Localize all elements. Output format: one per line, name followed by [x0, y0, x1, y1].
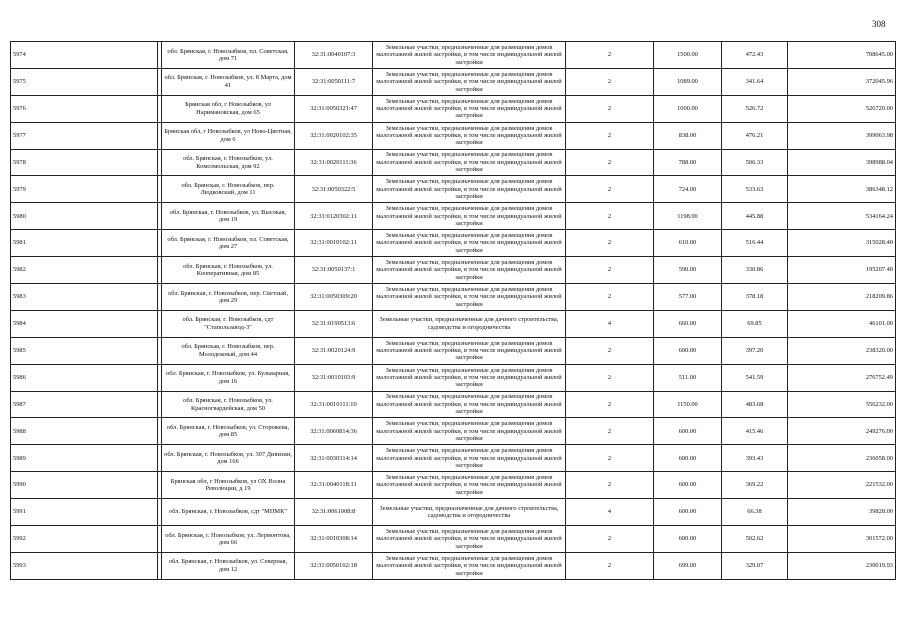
cadastral-value-cell: 556232.00 [788, 391, 896, 418]
category-cell: 2 [566, 284, 654, 311]
cadastral-value-cell: 218209.86 [788, 284, 896, 311]
category-cell: 2 [566, 95, 654, 122]
cadastral-value-cell: 39828.00 [788, 499, 896, 526]
category-cell: 2 [566, 230, 654, 257]
area-cell: 590.00 [654, 257, 722, 284]
table-row [11, 391, 896, 418]
address-cell: обл. Брянская, г. Новозыбков, ул. Красногвардейская, дом 50 [162, 391, 295, 418]
cadastral-number-cell: 32:31:0010308:14 [295, 526, 373, 553]
cadastral-number-cell: 32:31:0010111:10 [295, 391, 373, 418]
page-number: 308 [872, 19, 886, 29]
cadastral-number-cell: 32:31:0020124:9 [295, 337, 373, 364]
cadastral-value-cell: 230019.93 [788, 552, 896, 579]
land-use-cell: Земельные участки, предназначенные для размещения домов малоэтажной жилой застройки, в том числе индивидуальной жилой застройки [373, 526, 566, 553]
cadastral-number-cell: 32:31:0050322:5 [295, 176, 373, 203]
specific-value-cell: 69.85 [722, 310, 788, 337]
specific-value-cell: 369.22 [722, 472, 788, 499]
specific-value-cell: 415.46 [722, 418, 788, 445]
land-use-cell: Земельные участки, предназначенные для размещения домов малоэтажной жилой застройки, в том числе индивидуальной жилой застройки [373, 552, 566, 579]
row-number: 5974 [11, 42, 158, 69]
specific-value-cell: 378.18 [722, 284, 788, 311]
address-cell: обл. Брянская, г. Новозыбков, пер. Людковский, дом 11 [162, 176, 295, 203]
cadastral-value-cell: 372045.96 [788, 68, 896, 95]
land-use-cell: Земельные участки, предназначенные для размещения домов малоэтажной жилой застройки, в том числе индивидуальной жилой застройки [373, 176, 566, 203]
row-number: 5981 [11, 230, 158, 257]
row-number: 5986 [11, 364, 158, 391]
row-number: 5992 [11, 526, 158, 553]
area-cell: 600.00 [654, 337, 722, 364]
address-cell: обл. Брянская, г. Новозыбков, пер. Светлый, дом 29 [162, 284, 295, 311]
category-cell: 2 [566, 122, 654, 149]
area-cell: 1150.00 [654, 391, 722, 418]
area-cell: 1000.00 [654, 95, 722, 122]
cadastral-number-cell: 32:31:0010102:11 [295, 230, 373, 257]
table-row [11, 149, 896, 176]
specific-value-cell: 541.59 [722, 364, 788, 391]
category-cell: 2 [566, 445, 654, 472]
address-cell: обл. Брянская, г. Новозыбков, сдт "Стапользавод-3" [162, 310, 295, 337]
category-cell: 2 [566, 526, 654, 553]
specific-value-cell: 502.62 [722, 526, 788, 553]
area-cell: 1500.00 [654, 42, 722, 69]
cadastral-value-cell: 534164.24 [788, 203, 896, 230]
address-cell: обл. Брянская, г. Новозыбков, ул. Кооперативная, дом 85 [162, 257, 295, 284]
area-cell: 600.00 [654, 526, 722, 553]
specific-value-cell: 397.20 [722, 337, 788, 364]
cadastral-number-cell: 32:31:0050102:18 [295, 552, 373, 579]
land-use-cell: Земельные участки, предназначенные для размещения домов малоэтажной жилой застройки, в том числе индивидуальной жилой застройки [373, 445, 566, 472]
row-number: 5982 [11, 257, 158, 284]
cadastral-number-cell: 32:31:0190513:6 [295, 310, 373, 337]
category-cell: 2 [566, 176, 654, 203]
category-cell: 2 [566, 257, 654, 284]
specific-value-cell: 506.33 [722, 149, 788, 176]
table-row [11, 552, 896, 579]
cadastral-number-cell: 32:31:0020111:36 [295, 149, 373, 176]
land-use-cell: Земельные участки, предназначенные для размещения домов малоэтажной жилой застройки, в том числе индивидуальной жилой застройки [373, 391, 566, 418]
specific-value-cell: 393.43 [722, 445, 788, 472]
row-number: 5976 [11, 95, 158, 122]
category-cell: 2 [566, 42, 654, 69]
specific-value-cell: 516.44 [722, 230, 788, 257]
address-cell: обл. Брянская, г. Новозыбков, ул. 307 Дивизии, дом 166 [162, 445, 295, 472]
area-cell: 724.00 [654, 176, 722, 203]
specific-value-cell: 526.72 [722, 95, 788, 122]
specific-value-cell: 445.88 [722, 203, 788, 230]
specific-value-cell: 472.43 [722, 42, 788, 69]
land-use-cell: Земельные участки, предназначенные для размещения домов малоэтажной жилой застройки, в том числе индивидуальной жилой застройки [373, 95, 566, 122]
land-use-cell: Земельные участки, предназначенные для дачного строительства, садоводства и огородничества [373, 310, 566, 337]
cadastral-value-cell: 221532.00 [788, 472, 896, 499]
cadastral-value-cell: 315028.40 [788, 230, 896, 257]
area-cell: 511.00 [654, 364, 722, 391]
address-cell: обл. Брянская, г. Новозыбков, пер. Молодежный, дом 44 [162, 337, 295, 364]
cadastral-number-cell: 32:31:0050137:1 [295, 257, 373, 284]
cadastral-number-cell: 32:31:0061008:8 [295, 499, 373, 526]
cadastral-value-cell: 195207.40 [788, 257, 896, 284]
area-cell: 1198.00 [654, 203, 722, 230]
table-row [11, 337, 896, 364]
cadastral-number-cell: 32:31:0120302:11 [295, 203, 373, 230]
address-cell: обл. Брянская, г. Новозыбков, ул. Высокая, дом 19 [162, 203, 295, 230]
land-use-cell: Земельные участки, предназначенные для размещения домов малоэтажной жилой застройки, в том числе индивидуальной жилой застройки [373, 230, 566, 257]
address-cell: обл. Брянская, г. Новозыбков, ул. Лермонтова, дом 66 [162, 526, 295, 553]
area-cell: 699.00 [654, 552, 722, 579]
table-row [11, 95, 896, 122]
area-cell: 788.00 [654, 149, 722, 176]
row-number: 5975 [11, 68, 158, 95]
category-cell: 2 [566, 203, 654, 230]
row-number: 5991 [11, 499, 158, 526]
land-use-cell: Земельные участки, предназначенные для размещения домов малоэтажной жилой застройки, в том числе индивидуальной жилой застройки [373, 284, 566, 311]
area-cell: 838.00 [654, 122, 722, 149]
address-cell: Брянская обл, г Новозыбков, ул Ново-Цветная, дом 6 [162, 122, 295, 149]
category-cell: 2 [566, 337, 654, 364]
cadastral-number-cell: 32:31:0050309:20 [295, 284, 373, 311]
row-number: 5979 [11, 176, 158, 203]
cadastral-value-cell: 249276.00 [788, 418, 896, 445]
row-number: 5978 [11, 149, 158, 176]
land-use-cell: Земельные участки, предназначенные для размещения домов малоэтажной жилой застройки, в том числе индивидуальной жилой застройки [373, 68, 566, 95]
row-number: 5988 [11, 418, 158, 445]
area-cell: 600.00 [654, 445, 722, 472]
address-cell: обл. Брянская, г. Новозыбков, ул. Сторожева, дом 85 [162, 418, 295, 445]
specific-value-cell: 341.64 [722, 68, 788, 95]
table-row [11, 472, 896, 499]
area-cell: 600.00 [654, 418, 722, 445]
specific-value-cell: 533.63 [722, 176, 788, 203]
cadastral-number-cell: 32:31:0050321:47 [295, 95, 373, 122]
row-number: 5987 [11, 391, 158, 418]
category-cell: 2 [566, 472, 654, 499]
category-cell: 2 [566, 391, 654, 418]
address-cell: обл. Брянская, г. Новозыбков, ул. Бульварная, дом 16 [162, 364, 295, 391]
cadastral-value-cell: 386348.12 [788, 176, 896, 203]
cadastral-value-cell: 526720.00 [788, 95, 896, 122]
cadastral-value-cell: 708645.00 [788, 42, 896, 69]
cadastral-number-cell: 32:31:0040118:11 [295, 472, 373, 499]
cadastral-number-cell: 32:31:0030314:14 [295, 445, 373, 472]
land-use-cell: Земельные участки, предназначенные для размещения домов малоэтажной жилой застройки, в том числе индивидуальной жилой застройки [373, 418, 566, 445]
category-cell: 2 [566, 68, 654, 95]
cadastral-value-cell: 398988.04 [788, 149, 896, 176]
area-cell: 600.00 [654, 499, 722, 526]
address-cell: обл. Брянская, г. Новозыбков, ул. Северная, дом 12 [162, 552, 295, 579]
area-cell: 610.00 [654, 230, 722, 257]
table-row [11, 445, 896, 472]
table-row [11, 499, 896, 526]
address-cell: Брянская обл, г Новозыбков, ул Наримановская, дом 65 [162, 95, 295, 122]
table-row [11, 42, 896, 69]
row-number: 5980 [11, 203, 158, 230]
cadastral-number-cell: 32:31:0010103:9 [295, 364, 373, 391]
specific-value-cell: 329.07 [722, 552, 788, 579]
cadastral-value-cell: 399063.98 [788, 122, 896, 149]
specific-value-cell: 476.21 [722, 122, 788, 149]
row-number: 5985 [11, 337, 158, 364]
specific-value-cell: 330.86 [722, 257, 788, 284]
address-cell: обл. Брянская, г. Новозыбков, ул. Комсомольская, дом 92 [162, 149, 295, 176]
table-row [11, 203, 896, 230]
category-cell: 2 [566, 149, 654, 176]
area-cell: 660.00 [654, 310, 722, 337]
category-cell: 2 [566, 418, 654, 445]
row-number: 5993 [11, 552, 158, 579]
table-row [11, 284, 896, 311]
table-row [11, 310, 896, 337]
address-cell: обл. Брянская, г. Новозыбков, ул. 8 Марта, дом 41 [162, 68, 295, 95]
category-cell: 4 [566, 499, 654, 526]
cadastral-value-cell: 238320.00 [788, 337, 896, 364]
table-row [11, 257, 896, 284]
row-number: 5990 [11, 472, 158, 499]
row-number: 5977 [11, 122, 158, 149]
address-cell: обл. Брянская, г. Новозыбков, сдт "МПМК" [162, 499, 295, 526]
area-cell: 577.00 [654, 284, 722, 311]
cadastral-number-cell: 32:31:0050111:7 [295, 68, 373, 95]
category-cell: 2 [566, 552, 654, 579]
row-number: 5983 [11, 284, 158, 311]
specific-value-cell: 483.68 [722, 391, 788, 418]
area-cell: 600.00 [654, 472, 722, 499]
cadastral-number-cell: 32:31:0040107:3 [295, 42, 373, 69]
cadastral-number-cell: 32:31:0020102:35 [295, 122, 373, 149]
table-row [11, 364, 896, 391]
row-number: 5989 [11, 445, 158, 472]
table-row [11, 122, 896, 149]
land-use-cell: Земельные участки, предназначенные для размещения домов малоэтажной жилой застройки, в том числе индивидуальной жилой застройки [373, 257, 566, 284]
land-use-cell: Земельные участки, предназначенные для размещения домов малоэтажной жилой застройки, в том числе индивидуальной жилой застройки [373, 337, 566, 364]
row-number: 5984 [11, 310, 158, 337]
cadastral-value-table [10, 41, 896, 580]
category-cell: 2 [566, 364, 654, 391]
table-row [11, 176, 896, 203]
land-use-cell: Земельные участки, предназначенные для размещения домов малоэтажной жилой застройки, в том числе индивидуальной жилой застройки [373, 472, 566, 499]
land-use-cell: Земельные участки, предназначенные для размещения домов малоэтажной жилой застройки, в том числе индивидуальной жилой застройки [373, 364, 566, 391]
address-cell: Брянская обл, г Новозыбков, ул ОХ Волна Революции, д 19 [162, 472, 295, 499]
address-cell: обл. Брянская, г. Новозыбков, пл. Советская, дом 71 [162, 42, 295, 69]
area-cell: 1089.00 [654, 68, 722, 95]
table-row [11, 230, 896, 257]
land-use-cell: Земельные участки, предназначенные для размещения домов малоэтажной жилой застройки, в том числе индивидуальной жилой застройки [373, 149, 566, 176]
table-body [11, 42, 896, 580]
address-cell: обл. Брянская, г. Новозыбков, пл. Советская, дом 27 [162, 230, 295, 257]
land-use-cell: Земельные участки, предназначенные для размещения домов малоэтажной жилой застройки, в том числе индивидуальной жилой застройки [373, 42, 566, 69]
table-row [11, 526, 896, 553]
table-row [11, 68, 896, 95]
category-cell: 4 [566, 310, 654, 337]
cadastral-value-cell: 301572.00 [788, 526, 896, 553]
cadastral-value-cell: 46101.00 [788, 310, 896, 337]
cadastral-value-cell: 276752.49 [788, 364, 896, 391]
cadastral-value-cell: 236058.00 [788, 445, 896, 472]
specific-value-cell: 66.38 [722, 499, 788, 526]
land-use-cell: Земельные участки, предназначенные для дачного строительства, садоводства и огородничества [373, 499, 566, 526]
table-row [11, 418, 896, 445]
cadastral-number-cell: 32:31:0060814:36 [295, 418, 373, 445]
land-use-cell: Земельные участки, предназначенные для размещения домов малоэтажной жилой застройки, в том числе индивидуальной жилой застройки [373, 122, 566, 149]
land-use-cell: Земельные участки, предназначенные для размещения домов малоэтажной жилой застройки, в том числе индивидуальной жилой застройки [373, 203, 566, 230]
